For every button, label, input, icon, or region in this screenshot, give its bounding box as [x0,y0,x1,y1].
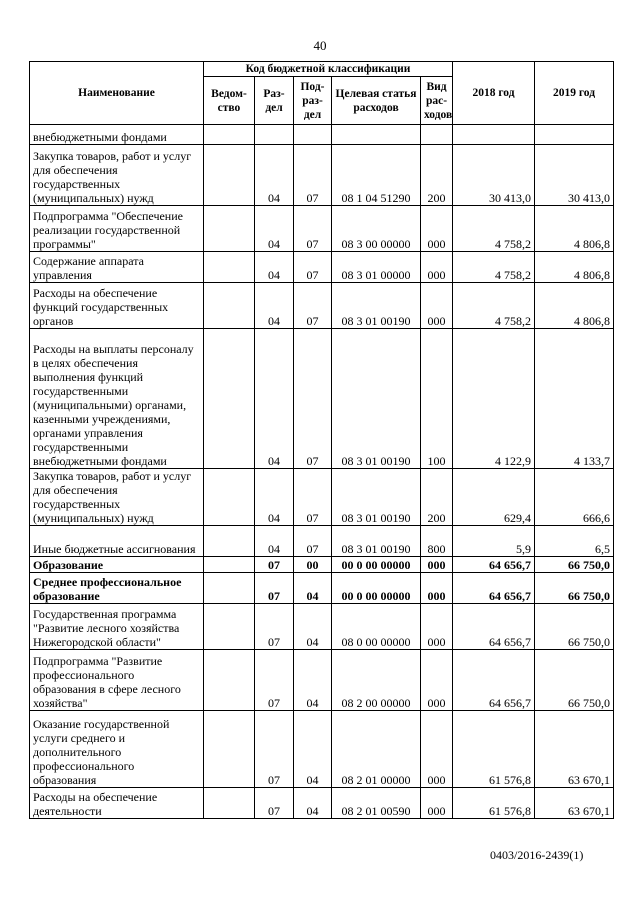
row-vid: 100 [421,329,453,469]
row-vedom [204,469,255,526]
row-csr: 08 2 01 00590 [332,788,421,819]
row-vedom [204,604,255,650]
row-podrazdel: 00 [294,557,332,573]
table-row [30,329,614,469]
row-value-2018: 4 758,2 [453,206,535,252]
row-podrazdel: 04 [294,573,332,604]
row-podrazdel: 07 [294,283,332,329]
row-podrazdel: 07 [294,329,332,469]
row-name: Иные бюджетные ассигнования [30,526,204,557]
row-razdel: 04 [255,329,294,469]
table-row [30,283,614,329]
table-row [30,788,614,819]
row-name: Подпрограмма "Развитие профессионального образования в сфере лесного хозяйства" [30,650,204,711]
table-row [30,252,614,283]
row-podrazdel: 07 [294,145,332,206]
row-razdel: 07 [255,650,294,711]
row-podrazdel: 07 [294,526,332,557]
row-csr [332,125,421,145]
row-razdel: 07 [255,557,294,573]
table-row [30,469,614,526]
row-value-2018: 61 576,8 [453,711,535,788]
row-vid: 000 [421,283,453,329]
row-podrazdel: 04 [294,788,332,819]
row-value-2019: 666,6 [535,469,614,526]
row-vid: 000 [421,206,453,252]
row-name: Образование [30,557,204,573]
row-value-2018: 61 576,8 [453,788,535,819]
row-razdel: 07 [255,788,294,819]
col-header-vedom: Ведом-ство [204,77,255,125]
row-razdel: 04 [255,145,294,206]
row-vedom [204,329,255,469]
row-value-2018: 30 413,0 [453,145,535,206]
row-vid: 000 [421,788,453,819]
table-row [30,711,614,788]
row-value-2019: 66 750,0 [535,573,614,604]
row-value-2019: 66 750,0 [535,557,614,573]
row-value-2018: 4 758,2 [453,283,535,329]
row-value-2018: 629,4 [453,469,535,526]
row-csr: 08 2 00 00000 [332,650,421,711]
row-name: Расходы на выплаты персоналу в целях обеспечения выполнения функций государственными (муниципальными) органами, казенными учреждениями, органами управления государственными внебюджетными фондами [30,329,204,469]
row-value-2019: 63 670,1 [535,711,614,788]
row-razdel: 04 [255,206,294,252]
row-csr: 08 3 01 00190 [332,283,421,329]
col-header-2018: 2018 год [453,62,535,125]
row-vedom [204,788,255,819]
row-value-2019: 66 750,0 [535,650,614,711]
col-header-name: Наименование [30,62,204,125]
row-vedom [204,526,255,557]
row-vedom [204,252,255,283]
row-razdel: 07 [255,604,294,650]
row-value-2019: 63 670,1 [535,788,614,819]
page-number: 40 [313,38,327,53]
row-csr: 08 3 01 00190 [332,526,421,557]
row-csr: 08 0 00 00000 [332,604,421,650]
row-value-2019: 4 806,8 [535,206,614,252]
row-podrazdel: 07 [294,252,332,283]
row-csr: 00 0 00 00000 [332,573,421,604]
row-vedom [204,557,255,573]
document-code: 0403/2016-2439(1) [490,848,584,862]
col-header-razdel: Раз-дел [255,77,294,125]
row-podrazdel: 07 [294,469,332,526]
row-value-2018: 4 122,9 [453,329,535,469]
row-podrazdel: 07 [294,206,332,252]
table-row [30,604,614,650]
row-csr: 08 3 01 00190 [332,469,421,526]
row-name: Расходы на обеспечение деятельности [30,788,204,819]
row-vedom [204,145,255,206]
row-podrazdel: 04 [294,711,332,788]
row-razdel: 07 [255,711,294,788]
col-header-2019: 2019 год [535,62,614,125]
row-vid: 000 [421,650,453,711]
row-name: Закупка товаров, работ и услуг для обеспечения государственных (муниципальных) нужд [30,469,204,526]
row-value-2018: 5,9 [453,526,535,557]
table-row [30,526,614,557]
row-csr: 08 3 01 00000 [332,252,421,283]
row-vedom [204,650,255,711]
row-razdel [255,125,294,145]
row-vid: 200 [421,469,453,526]
row-vid [421,125,453,145]
row-value-2019: 4 806,8 [535,283,614,329]
row-name: Содержание аппарата управления [30,252,204,283]
row-value-2019: 30 413,0 [535,145,614,206]
table-row [30,557,614,573]
row-value-2018: 64 656,7 [453,650,535,711]
row-razdel: 04 [255,526,294,557]
budget-table [29,61,614,819]
row-vid: 000 [421,604,453,650]
table-row [30,125,614,145]
col-header-csr: Целевая статья расходов [332,77,421,125]
row-name: Подпрограмма "Обеспечение реализации государственной программы" [30,206,204,252]
row-vid: 800 [421,526,453,557]
row-name: Среднее профессиональное образование [30,573,204,604]
row-podrazdel [294,125,332,145]
row-vedom [204,125,255,145]
row-csr: 08 2 01 00000 [332,711,421,788]
col-header-code-group: Код бюджетной классификации [204,62,453,77]
row-vid: 000 [421,711,453,788]
row-csr: 00 0 00 00000 [332,557,421,573]
row-value-2018: 64 656,7 [453,557,535,573]
row-csr: 08 3 00 00000 [332,206,421,252]
row-razdel: 04 [255,252,294,283]
row-podrazdel: 04 [294,604,332,650]
row-razdel: 04 [255,283,294,329]
row-value-2019: 4 806,8 [535,252,614,283]
row-name: внебюджетными фондами [30,125,204,145]
row-podrazdel: 04 [294,650,332,711]
col-header-podrazdel: Под-раз-дел [294,77,332,125]
table-row [30,573,614,604]
row-csr: 08 3 01 00190 [332,329,421,469]
row-razdel: 04 [255,469,294,526]
row-name: Государственная программа "Развитие лесного хозяйства Нижегородской области" [30,604,204,650]
row-value-2019 [535,125,614,145]
row-value-2018: 64 656,7 [453,573,535,604]
row-vid: 000 [421,557,453,573]
row-vid: 000 [421,573,453,604]
row-vedom [204,711,255,788]
row-value-2018: 64 656,7 [453,604,535,650]
table-row [30,145,614,206]
row-value-2019: 4 133,7 [535,329,614,469]
row-vid: 200 [421,145,453,206]
row-name: Оказание государственной услуги среднего и дополнительного профессионального образования [30,711,204,788]
row-value-2019: 66 750,0 [535,604,614,650]
row-value-2019: 6,5 [535,526,614,557]
row-name: Расходы на обеспечение функций государственных органов [30,283,204,329]
row-vedom [204,283,255,329]
row-value-2018 [453,125,535,145]
table-row [30,206,614,252]
row-vedom [204,206,255,252]
row-vedom [204,573,255,604]
row-csr: 08 1 04 51290 [332,145,421,206]
row-value-2018: 4 758,2 [453,252,535,283]
table-row [30,650,614,711]
col-header-vid: Вид рас-ходов [421,77,453,125]
row-name: Закупка товаров, работ и услуг для обеспечения государственных (муниципальных) нужд [30,145,204,206]
row-razdel: 07 [255,573,294,604]
row-vid: 000 [421,252,453,283]
